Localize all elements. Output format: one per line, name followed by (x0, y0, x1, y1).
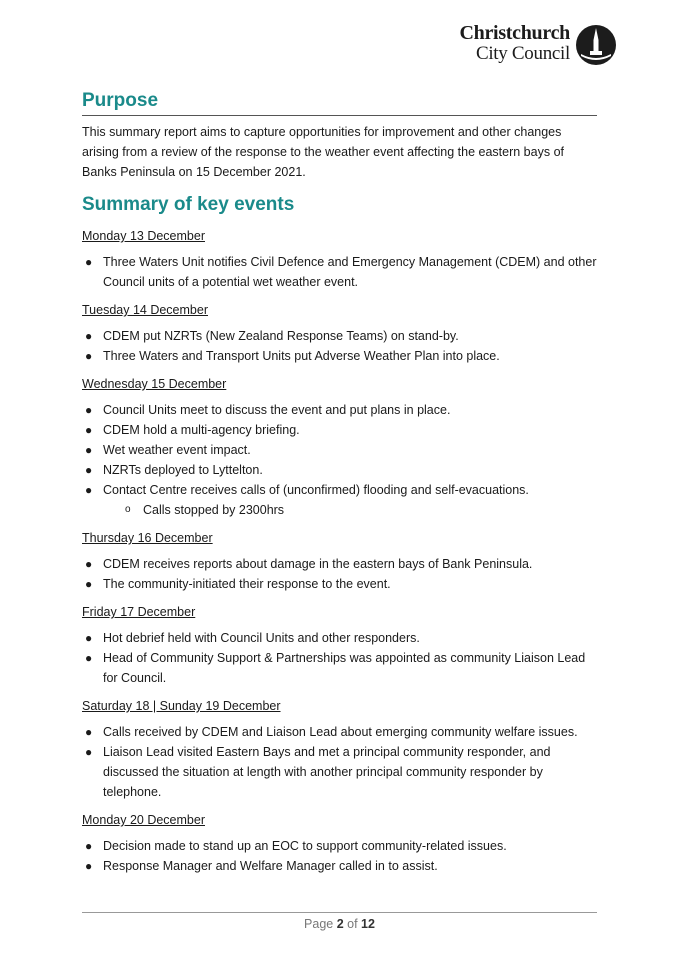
cathedral-emblem-icon (575, 24, 617, 66)
event-item-text: Liaison Lead visited Eastern Bays and met a principal community responder, and discussed the situation at length with another principal community responder by telephone. (103, 745, 551, 799)
event-item (82, 252, 597, 292)
bullet-icon: ● (85, 349, 93, 363)
footer-of: of (343, 917, 362, 931)
purpose-heading: Purpose (82, 90, 159, 111)
event-item-text: Three Waters and Transport Units put Adverse Weather Plan into place. (103, 349, 500, 363)
event-item-text: CDEM put NZRTs (New Zealand Response Teams) on stand-by. (103, 329, 459, 343)
event-item (82, 628, 597, 648)
event-item-text: Contact Centre receives calls of (unconfirmed) flooding and self-evacuations. (103, 483, 529, 497)
event-item (82, 346, 597, 366)
footer-current-page: 2 (336, 917, 344, 931)
event-item-text: Response Manager and Welfare Manager called in to assist. (103, 859, 438, 873)
event-item (82, 400, 597, 420)
logo-text (440, 22, 570, 64)
purpose-text: This summary report aims to capture opportunities for improvement and other changes arising from a review of the response to the weather event affecting the eastern bays of Banks Peninsula on 15 December 2021. (82, 125, 564, 179)
event-item-text: Council Units meet to discuss the event and put plans in place. (103, 403, 451, 417)
event-item-text: Wet weather event impact. (103, 443, 251, 457)
page-footer (82, 912, 597, 931)
event-item (82, 460, 597, 480)
bullet-icon: ● (85, 745, 93, 759)
bullet-icon: ● (85, 255, 93, 269)
event-item-text: Hot debrief held with Council Units and other responders. (103, 631, 420, 645)
bullet-icon: ● (85, 557, 93, 571)
bullet-icon: ● (85, 463, 93, 477)
logo-line1: Christchurch (459, 22, 570, 44)
event-date: Tuesday 14 December (82, 303, 208, 317)
bullet-icon: ● (85, 631, 93, 645)
event-item-text: CDEM hold a multi-agency briefing. (103, 423, 300, 437)
event-list (82, 836, 597, 876)
event-item-text: Calls received by CDEM and Liaison Lead about emerging community welfare issues. (103, 725, 578, 739)
footer-prefix: Page (304, 917, 337, 931)
event-item-text: Three Waters Unit notifies Civil Defence and Emergency Management (CDEM) and other Council units of a potential wet weather event. (103, 255, 597, 289)
bullet-icon: ● (85, 329, 93, 343)
bullet-icon: ● (85, 483, 93, 497)
event-subitem-text: Calls stopped by 2300hrs (143, 503, 285, 517)
event-item (82, 326, 597, 346)
event-item-text: Head of Community Support & Partnerships was appointed as community Liaison Lead for Council. (103, 651, 586, 685)
page-content (82, 88, 597, 876)
event-item (82, 836, 597, 856)
event-date: Friday 17 December (82, 605, 196, 619)
event-item (82, 722, 597, 742)
logo-line2: City Council (475, 43, 570, 64)
event-item (82, 856, 597, 876)
event-list (82, 554, 597, 594)
event-date: Monday 20 December (82, 813, 205, 827)
purpose-heading-rule (82, 88, 597, 116)
event-date: Saturday 18 | Sunday 19 December (82, 699, 281, 713)
event-item (82, 648, 597, 688)
event-date: Thursday 16 December (82, 531, 213, 545)
summary-heading: Summary of key events (82, 194, 295, 215)
bullet-icon: ● (85, 651, 93, 665)
bullet-icon: ● (85, 403, 93, 417)
event-item-text: NZRTs deployed to Lyttelton. (103, 463, 263, 477)
bullet-icon: ● (85, 577, 93, 591)
event-item (82, 742, 597, 802)
event-item (82, 554, 597, 574)
events-timeline (82, 226, 597, 876)
event-item-text: Decision made to stand up an EOC to support community-related issues. (103, 839, 507, 853)
event-item (82, 574, 597, 594)
event-date: Wednesday 15 December (82, 377, 227, 391)
bullet-icon: ● (85, 443, 93, 457)
bullet-icon: ● (85, 725, 93, 739)
bullet-icon: ● (85, 839, 93, 853)
event-sublist (82, 500, 597, 520)
footer-total-pages: 12 (361, 917, 375, 931)
event-item-text: CDEM receives reports about damage in the eastern bays of Bank Peninsula. (103, 557, 533, 571)
event-list (82, 722, 597, 802)
event-item-text: The community-initiated their response to the event. (103, 577, 391, 591)
circle-bullet-icon: o (125, 504, 131, 515)
event-list (82, 326, 597, 366)
event-date: Monday 13 December (82, 229, 205, 243)
event-list (82, 400, 597, 520)
bullet-icon: ● (85, 423, 93, 437)
council-logo (440, 22, 620, 68)
event-list (82, 252, 597, 292)
event-subitem (122, 500, 597, 520)
event-item (82, 480, 597, 500)
bullet-icon: ● (85, 859, 93, 873)
event-list (82, 628, 597, 688)
event-item (82, 420, 597, 440)
event-item (82, 440, 597, 460)
